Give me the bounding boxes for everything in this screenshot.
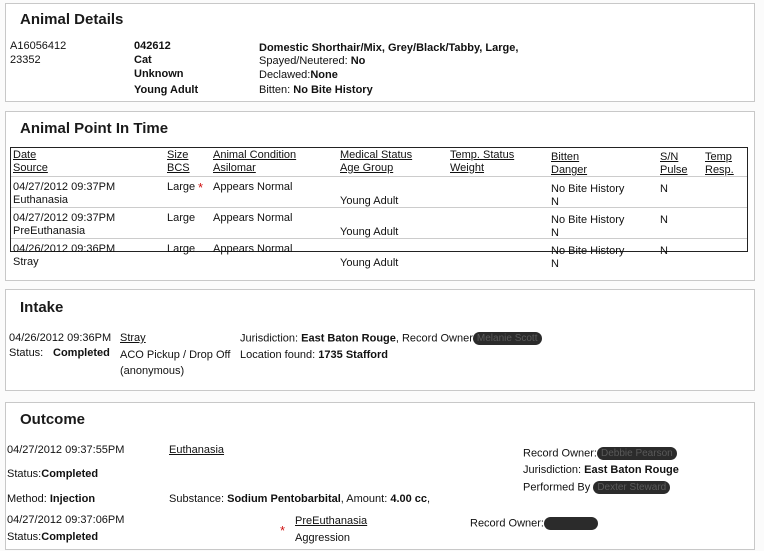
row-1-flag-icon: *: [198, 180, 204, 195]
row-3-danger: N: [551, 258, 559, 270]
header-size: Size: [167, 149, 189, 161]
intake-anonymous: (anonymous): [120, 365, 185, 377]
row-3-source: Stray: [13, 256, 39, 268]
record-owner-redacted: [544, 517, 598, 530]
header-age-group: Age Group: [340, 162, 394, 174]
age: Young Adult: [134, 84, 199, 96]
header-condition: Animal Condition: [213, 149, 297, 161]
intake-type-link[interactable]: Stray: [120, 332, 146, 344]
declawed-row: [259, 69, 338, 81]
row-2-sn: N: [660, 214, 668, 226]
method-label: Method:: [7, 493, 47, 505]
jurisdiction-label: Jurisdiction:: [240, 332, 299, 345]
status-label: Status:: [7, 531, 42, 543]
header-danger: Danger: [551, 164, 588, 176]
animal-id-secondary: 23352: [10, 54, 41, 66]
bitten-row: [259, 84, 373, 96]
outcome-jurisdiction-row: [523, 464, 679, 476]
location-label: Location found:: [240, 349, 316, 361]
row-2-size: Large: [167, 212, 196, 224]
declawed-label: Declawed:: [259, 69, 311, 81]
method-row: [7, 493, 95, 505]
outcome-2-record-owner-row: [470, 517, 598, 530]
section-title: Intake: [20, 299, 64, 316]
header-source: Source: [13, 162, 48, 174]
outcome-2-reason: Aggression: [295, 532, 351, 544]
species: Cat: [134, 54, 152, 66]
row-1-source: Euthanasia: [13, 194, 69, 206]
header-temp-status: Temp. Status: [450, 149, 515, 161]
record-owner-redacted: Melanie Scott: [473, 332, 542, 345]
outcome-2-type-link[interactable]: PreEuthanasia: [295, 515, 368, 527]
status-label: Status:: [7, 468, 42, 480]
performed-by-redacted: Dexter Steward: [593, 481, 670, 494]
row-3-age-group: Young Adult: [340, 257, 399, 269]
section-title: Animal Point In Time: [20, 120, 169, 137]
spayed-value: No: [350, 55, 366, 67]
row-3-bitten: No Bite History: [551, 245, 625, 257]
section-title: Outcome: [20, 411, 86, 428]
amount-suffix: ,: [427, 493, 431, 505]
bitten-label: Bitten:: [259, 84, 291, 96]
row-3-size: Large: [167, 243, 196, 255]
outcome-2-date: 04/27/2012 09:37:06PM: [7, 514, 125, 526]
outcome-record-owner-row: [523, 447, 677, 460]
jurisdiction-label: Jurisdiction:: [523, 464, 582, 476]
row-2-bitten: No Bite History: [551, 214, 625, 226]
section-title: Animal Details: [20, 11, 124, 28]
header-bitten: Bitten: [551, 151, 580, 163]
record-owner-label: , Record Owner: [395, 332, 473, 345]
outcome-2-flag-icon: *: [280, 523, 286, 538]
intake-status-label: Status:: [9, 347, 44, 359]
amount-value: 4.00 cc: [390, 493, 428, 505]
bitten-value: No Bite History: [293, 84, 373, 96]
intake-jurisdiction-row: [240, 332, 542, 345]
row-1-condition: Appears Normal: [213, 181, 293, 193]
method-value: Injection: [49, 493, 96, 505]
row-3-sn: N: [660, 245, 668, 257]
intake-section: [5, 289, 755, 391]
sex: Unknown: [134, 68, 184, 80]
header-resp: Resp.: [705, 164, 734, 176]
intake-date: 04/26/2012 09:36PM: [9, 332, 112, 344]
row-1-date: 04/27/2012 09:37PM: [13, 181, 116, 193]
record-owner-label: Record Owner:: [470, 517, 544, 530]
row-2-age-group: Young Adult: [340, 226, 399, 238]
header-medical: Medical Status: [340, 149, 413, 161]
location-value: 1735 Stafford: [318, 349, 388, 361]
substance-value: Sodium Pentobarbital: [227, 493, 341, 505]
header-temp: Temp: [705, 151, 732, 163]
header-weight: Weight: [450, 162, 485, 174]
animal-details-section: [5, 3, 755, 102]
header-bcs: BCS: [167, 162, 190, 174]
intake-aco: ACO Pickup / Drop Off: [120, 349, 231, 361]
row-2-date: 04/27/2012 09:37PM: [13, 212, 116, 224]
header-asilomar: Asilomar: [213, 162, 256, 174]
animal-id: A16056412: [10, 40, 67, 52]
declawed-value: None: [310, 69, 338, 81]
substance-label: Substance:: [169, 493, 225, 505]
outcome-1-date: 04/27/2012 09:37:55PM: [7, 444, 125, 456]
location-row: [240, 349, 388, 361]
spayed-row: [259, 55, 365, 67]
row-1-size: Large: [167, 181, 196, 193]
row-1-age-group: Young Adult: [340, 195, 399, 207]
amount-label: , Amount:: [340, 493, 388, 505]
outcome-1-type-link[interactable]: Euthanasia: [169, 444, 225, 456]
spayed-label: Spayed/Neutered:: [259, 55, 348, 67]
row-2-source: PreEuthanasia: [13, 225, 86, 237]
record-owner-label: Record Owner:: [523, 447, 597, 460]
intake-status-value: Completed: [53, 347, 110, 359]
jurisdiction-value: East Baton Rouge: [584, 464, 679, 476]
status-value: Completed: [41, 468, 99, 480]
row-3-date: 04/26/2012 09:36PM: [13, 243, 116, 255]
row-2-condition: Appears Normal: [213, 212, 293, 224]
row-1-bitten: No Bite History: [551, 183, 625, 195]
status-value: Completed: [41, 531, 99, 543]
point-in-time-section: [5, 111, 755, 281]
row-2-danger: N: [551, 227, 559, 239]
outcome-section: [5, 402, 755, 550]
tag-number: 042612: [134, 40, 171, 52]
jurisdiction-value: East Baton Rouge: [301, 332, 396, 345]
performed-label: Performed By: [523, 481, 591, 494]
record-owner-redacted: Debbie Pearson: [597, 447, 677, 460]
header-pulse: Pulse: [660, 164, 688, 176]
outcome-performed-row: [523, 481, 670, 494]
outcome-1-status-row: [7, 468, 98, 480]
row-1-danger: N: [551, 196, 559, 208]
row-1-sn: N: [660, 183, 668, 195]
point-in-time-table: [10, 147, 748, 270]
outcome-2-status-row: [7, 531, 98, 543]
substance-row: [169, 493, 430, 505]
row-3-condition: Appears Normal: [213, 243, 293, 255]
breed: Domestic Shorthair/Mix, Grey/Black/Tabby, Large,: [259, 42, 519, 54]
header-sn: S/N: [660, 151, 679, 163]
header-date: Date: [13, 149, 37, 161]
